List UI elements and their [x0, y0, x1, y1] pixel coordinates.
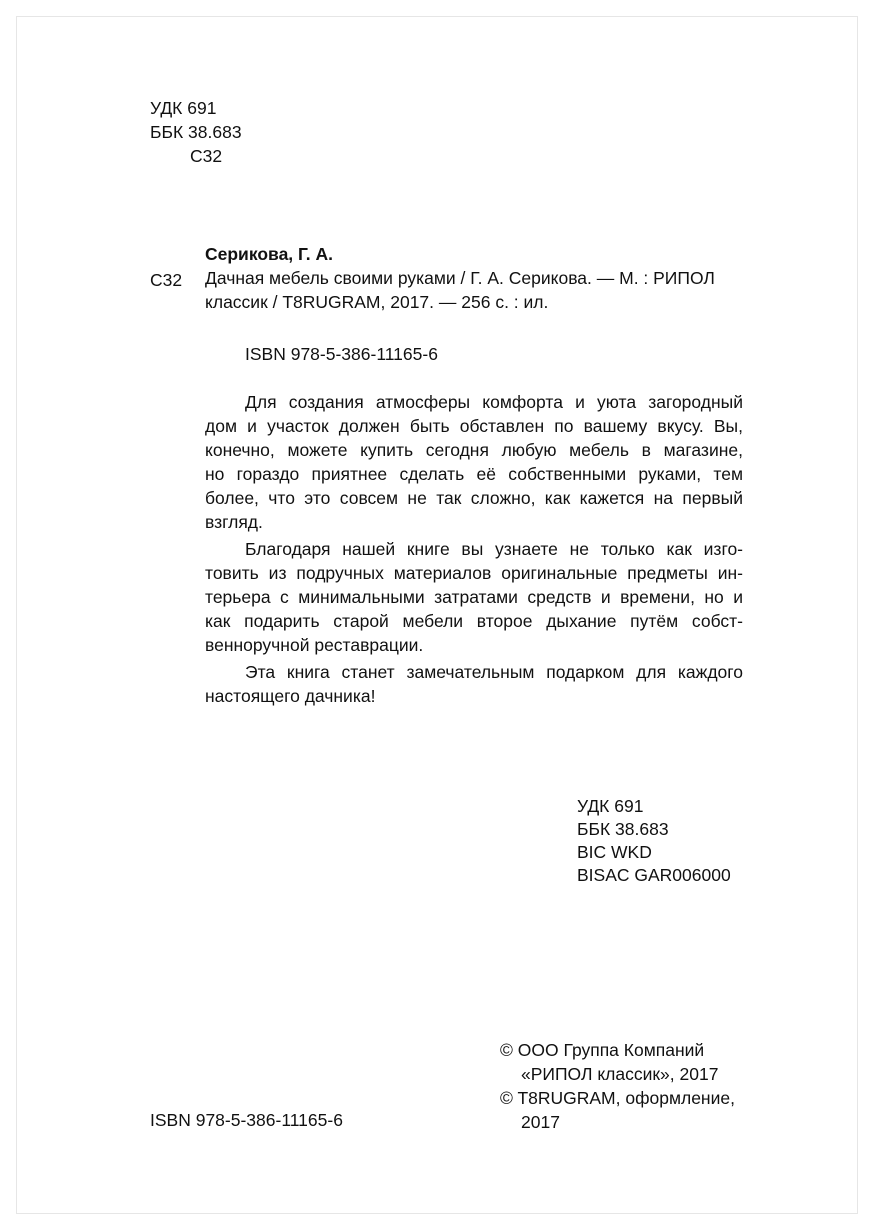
bib-line-2: классик / T8RUGRAM, 2017. — 256 с. : ил. — [205, 292, 549, 312]
annotation-p3-line: Эта книга станет замечательным подарком для каждого — [245, 662, 743, 682]
annotation-p2-line: товить из подручных материалов оригинальные предметы ин- — [205, 563, 743, 583]
class-bbk: ББК 38.683 — [577, 819, 669, 839]
annotation-p1-line: дом и участок должен быть обставлен по вашему вкусу. Вы, — [205, 416, 743, 436]
annotation-p3-line: настоящего дачника! — [205, 686, 376, 706]
footer-isbn: ISBN 978-5-386-11165-6 — [150, 1110, 343, 1130]
annotation-p2-line: терьера с минимальными затратами средств и времени, но и — [205, 587, 743, 607]
class-bisac: BISAC GAR006000 — [577, 865, 731, 885]
class-bic: BIC WKD — [577, 842, 652, 862]
annotation-p1-line: конечно, можете купить сегодня любую мебель в магазине, — [205, 440, 743, 460]
bib-line-1: Дачная мебель своими руками / Г. А. Серикова. — М. : РИПОЛ — [205, 268, 715, 288]
copyright-1-line-1: © ООО Группа Компаний — [500, 1040, 705, 1060]
annotation-p1-line: более, что это совсем не так сложно, как кажется на первый — [205, 488, 743, 508]
annotation-p2-line: венноручной реставрации. — [205, 635, 424, 655]
annotation-p1-line: взгляд. — [205, 512, 263, 532]
copyright-1-line-2: «РИПОЛ классик», 2017 — [521, 1064, 719, 1084]
copyright-2-line-2: 2017 — [521, 1112, 560, 1132]
bib-isbn: ISBN 978-5-386-11165-6 — [245, 344, 438, 364]
copyright-2-line-1: © T8RUGRAM, оформление, — [500, 1088, 735, 1108]
header-bbk: ББК 38.683 — [150, 122, 242, 142]
annotation-p1-line: но гораздо приятнее сделать её собственными руками, тем — [205, 464, 743, 484]
class-udk: УДК 691 — [577, 796, 644, 816]
header-udk: УДК 691 — [150, 98, 217, 118]
header-author-sign: С32 — [190, 146, 223, 166]
bib-sign: С32 — [150, 270, 183, 290]
annotation-p1-line: Для создания атмосферы комфорта и уюта загородный — [245, 392, 743, 412]
annotation-p2-line: Благодаря нашей книге вы узнаете не только как изго- — [245, 539, 743, 559]
bib-author: Серикова, Г. А. — [205, 244, 333, 264]
annotation-p2-line: как подарить старой мебели второе дыхание путём собст- — [205, 611, 743, 631]
